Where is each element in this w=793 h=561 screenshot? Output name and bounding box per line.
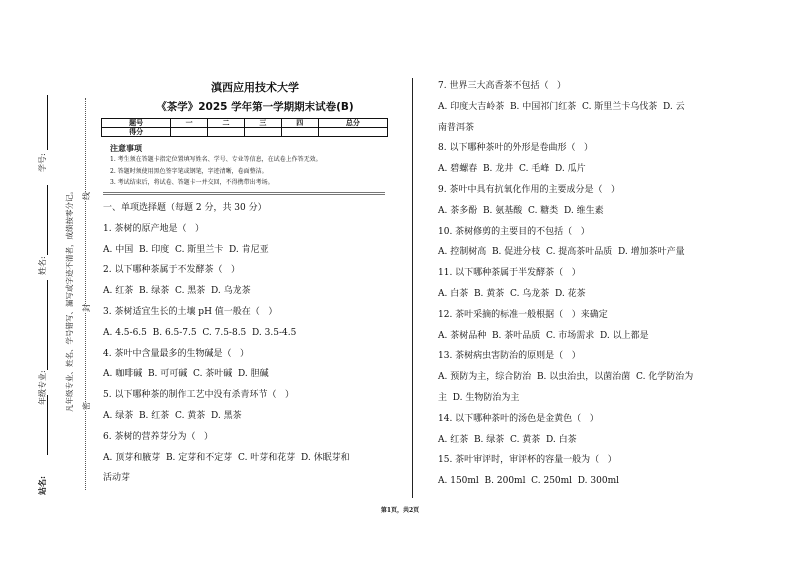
question-text: 8. 以下哪种茶叶的外形是卷曲形（ ）	[438, 143, 594, 154]
answer-options: A. 茶树品种 B. 茶叶品质 C. 市场需求 D. 以上都是	[438, 330, 649, 341]
class-label: 站名:	[37, 476, 47, 495]
question-text: 3. 茶树适宜生长的土壤 pH 值一般在（ ）	[103, 306, 278, 317]
answer-options: A. 茶多酚 B. 氨基酸 C. 糖类 D. 维生素	[438, 205, 604, 216]
question-text: 10. 茶树修剪的主要目的不包括（ ）	[438, 226, 590, 237]
answer-options: A. 顶芽和腋芽 B. 定芽和不定芽 C. 叶芽和花芽 D. 休眠芽和	[103, 452, 350, 463]
section-heading: 一、单项选择题（每题 2 分，共 30 分）	[103, 203, 267, 213]
question-text: 14. 以下哪种茶叶的汤色是金黄色（ ）	[438, 413, 599, 424]
answer-options: A. 预防为主，综合防治 B. 以虫治虫，以菌治菌 C. 化学防治为	[438, 372, 694, 383]
student-id-label: 学号:	[38, 153, 47, 172]
question-text: 7. 世界三大高香茶不包括（ ）	[438, 81, 567, 91]
header-cell: 题号	[102, 119, 171, 128]
score-cell	[244, 128, 281, 137]
answer-options: A. 绿茶 B. 红茶 C. 黄茶 D. 黑茶	[103, 410, 242, 421]
notice-item: 1. 考生须在答题卡指定位置填写姓名、学号、专业等信息，在试卷上作答无效。	[110, 156, 322, 163]
page-number: 第1页，共2页	[380, 507, 420, 514]
name-blank-line	[47, 185, 48, 255]
university-name: 滇西应用技术大学	[211, 81, 299, 94]
question-text: 6. 茶树的营养芽分为（ ）	[103, 431, 214, 442]
score-cell	[318, 128, 387, 137]
notice-item: 3. 考试结束后，将试卷、答题卡一并交回，不得携带出考场。	[110, 179, 274, 186]
score-cell	[208, 128, 245, 137]
text-line: 主 D. 生物防治为主	[438, 392, 520, 403]
notice-item: 2. 答题时须使用黑色签字笔或钢笔，字迹清晰，卷面整洁。	[110, 168, 268, 175]
answer-options: A. 控制树高 B. 促进分枝 C. 提高茶叶品质 D. 增加茶叶产量	[438, 247, 685, 258]
exam-title: 《茶学》2025 学年第一学期期末试卷(B)	[156, 101, 354, 113]
notice-title: 注意事项	[110, 144, 142, 153]
column-divider	[412, 78, 413, 498]
answer-options: A. 红茶 B. 绿茶 C. 黄茶 D. 白茶	[438, 434, 577, 445]
question-text: 9. 茶叶中具有抗氧化作用的主要成分是（ ）	[438, 184, 621, 195]
answer-options: A. 咖啡碱 B. 可可碱 C. 茶叶碱 D. 胆碱	[103, 369, 269, 380]
seal-char-xian: 线	[82, 192, 91, 200]
double-rule	[103, 192, 385, 195]
answer-options: A. 150ml B. 200ml C. 250ml D. 300ml	[438, 476, 619, 487]
seal-char-mi: 密	[82, 402, 91, 410]
header-cell: 二	[208, 119, 245, 128]
answer-options: A. 白茶 B. 黄茶 C. 乌龙茶 D. 花茶	[438, 288, 586, 299]
score-table-score-row	[102, 128, 388, 137]
question-text: 12. 茶叶采摘的标准一般根据（ ）来确定	[438, 309, 608, 320]
question-text: 4. 茶叶中含量最多的生物碱是（ ）	[103, 348, 250, 359]
right-column-questions	[438, 76, 738, 492]
header-cell: 四	[281, 119, 318, 128]
name-label: 姓名:	[38, 256, 47, 275]
header-cell: 三	[244, 119, 281, 128]
seal-char-feng: 封	[82, 304, 91, 312]
text-line: 活动芽	[103, 473, 131, 484]
major-blank-line	[47, 280, 48, 370]
header-cell: 总分	[318, 119, 387, 128]
answer-options: A. 印度大吉岭茶 B. 中国祁门红茶 C. 斯里兰卡乌伐茶 D. 云	[438, 101, 685, 112]
answer-options: A. 碧螺春 B. 龙井 C. 毛峰 D. 瓜片	[438, 164, 586, 175]
question-text: 1. 茶树的原产地是（ ）	[103, 223, 205, 234]
question-text: 2. 以下哪种茶属于不发酵茶（ ）	[103, 265, 241, 276]
score-table	[101, 118, 388, 137]
answer-options: A. 中国 B. 印度 C. 斯里兰卡 D. 肯尼亚	[103, 244, 269, 255]
left-column-questions	[103, 198, 408, 489]
score-cell	[171, 128, 208, 137]
score-table-header-row	[102, 119, 388, 128]
question-text: 15. 茶叶审评时，审评杯的容量一般为（ ）	[438, 455, 617, 466]
answer-options: A. 4.5-6.5 B. 6.5-7.5 C. 7.5-8.5 D. 3.5-4.5	[103, 327, 297, 338]
student-id-blank-line	[47, 95, 48, 150]
question-text: 13. 茶树病虫害防治的原则是（ ）	[438, 351, 581, 362]
row-label: 得分	[102, 128, 171, 137]
header-cell: 一	[171, 119, 208, 128]
answer-options: A. 红茶 B. 绿茶 C. 黑茶 D. 乌龙茶	[103, 286, 251, 297]
seal-dotted-line	[85, 98, 86, 490]
question-text: 5. 以下哪种茶的制作工艺中没有杀青环节（ ）	[103, 390, 295, 401]
score-cell	[281, 128, 318, 137]
text-line: 南普洱茶	[438, 122, 475, 133]
binding-warning: 凡年级专业、姓名、学号错写、漏写或字迹不清者，成绩按零分记。	[65, 187, 74, 412]
question-text: 11. 以下哪种茶属于半发酵茶（ ）	[438, 268, 581, 279]
major-label: 年级专业:	[38, 370, 47, 405]
